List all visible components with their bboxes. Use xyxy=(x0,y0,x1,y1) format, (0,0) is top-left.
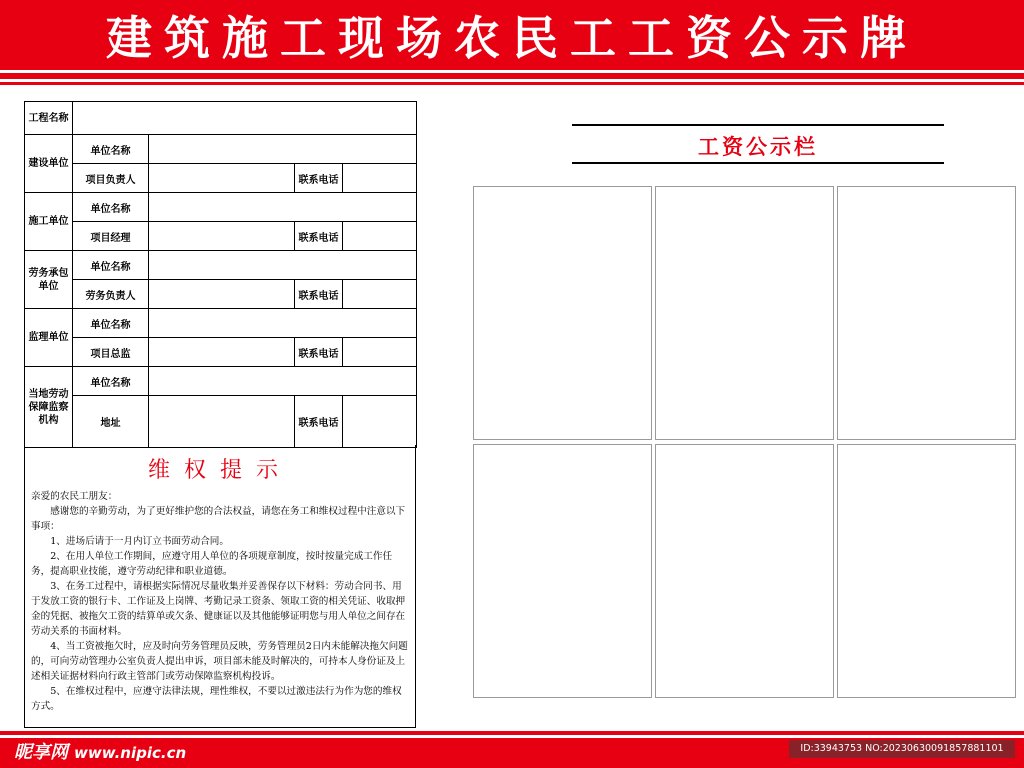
phone-label: 联系电话 xyxy=(295,280,343,309)
unit-name-value xyxy=(149,367,417,396)
phone-label: 联系电话 xyxy=(295,164,343,193)
site-logo xyxy=(14,738,186,768)
unit-name-label: 单位名称 xyxy=(73,367,149,396)
category-cell: 监理单位 xyxy=(25,309,73,367)
notice-item: 5、在维权过程中，应遵守法律法规，理性维权，不要以过激违法行为作为您的维权方式。 xyxy=(31,686,402,712)
wage-panel xyxy=(837,186,1016,440)
wage-title-rule-top xyxy=(572,124,944,126)
responsible-label: 项目负责人 xyxy=(73,164,149,193)
project-name-value xyxy=(73,102,417,135)
notice-title: 维权提示 xyxy=(147,458,292,483)
logo-url: www.nipic.cn xyxy=(74,744,187,762)
wage-board-title: 工资公示栏 xyxy=(698,135,818,159)
table-row xyxy=(25,367,417,396)
unit-name-label: 单位名称 xyxy=(73,135,149,164)
table-row xyxy=(25,193,417,222)
responsible-value xyxy=(149,338,295,367)
table-row xyxy=(25,280,417,309)
address-value xyxy=(149,396,295,448)
unit-name-label: 单位名称 xyxy=(73,309,149,338)
phone-value xyxy=(343,222,417,251)
wage-panel xyxy=(837,444,1016,698)
table-row xyxy=(25,135,417,164)
notice-item: 3、在务工过程中，请根据实际情况尽量收集并妥善保存以下材料：劳动合同书、用于发放工资的银行卡、工作证及上岗牌、考勤记录工资条、领取工资的相关凭证、收取押金的凭据、被拖欠工资的结算单或欠条、健康证以及其他能够证明您与用人单位之间存在劳动关系的书面材料。 xyxy=(31,581,406,637)
phone-label: 联系电话 xyxy=(295,338,343,367)
header-divider-thin xyxy=(0,82,1024,85)
wage-panel xyxy=(655,444,834,698)
responsible-label: 劳务负责人 xyxy=(73,280,149,309)
table-row xyxy=(25,102,417,135)
wage-panel xyxy=(473,444,652,698)
table-row xyxy=(25,396,417,448)
phone-value xyxy=(343,164,417,193)
phone-label: 联系电话 xyxy=(295,222,343,251)
logo-text: 昵享网 xyxy=(14,742,68,763)
unit-name-label: 单位名称 xyxy=(73,251,149,280)
table-row xyxy=(25,309,417,338)
unit-name-label: 单位名称 xyxy=(73,193,149,222)
notice-item: 1、进场后请于一月内订立书面劳动合同。 xyxy=(50,536,229,547)
responsible-value xyxy=(149,164,295,193)
table-row xyxy=(25,251,417,280)
header-banner xyxy=(0,0,1024,70)
unit-name-value xyxy=(149,193,417,222)
wage-panel xyxy=(655,186,834,440)
notice-body xyxy=(31,489,409,714)
project-name-label: 工程名称 xyxy=(25,102,73,135)
category-cell: 当地劳动保障监察机构 xyxy=(25,367,73,448)
rights-notice xyxy=(24,445,416,728)
table-row xyxy=(25,338,417,367)
category-cell: 劳务承包单位 xyxy=(25,251,73,309)
page-title: 建筑施工现场农民工工资公示牌 xyxy=(106,11,918,65)
notice-item: 4、当工资被拖欠时，应及时向劳务管理员反映，劳务管理员2日内未能解决拖欠问题的，可向劳动管理办公室负责人提出申诉，项目部未能及时解决的，可持本人身份证及上述相关证据材料向行政主管部门或劳动保障监察机构投诉。 xyxy=(31,641,408,682)
table-row xyxy=(25,164,417,193)
notice-intro: 感谢您的辛勤劳动，为了更好维护您的合法权益，请您在务工和维权过程中注意以下事项： xyxy=(31,506,406,532)
project-info-table xyxy=(24,101,417,448)
responsible-label: 项目经理 xyxy=(73,222,149,251)
responsible-value xyxy=(149,280,295,309)
notice-greeting: 亲爱的农民工朋友： xyxy=(31,491,118,502)
category-cell: 建设单位 xyxy=(25,135,73,193)
address-label: 地址 xyxy=(73,396,149,448)
table-row xyxy=(25,222,417,251)
wage-panel xyxy=(473,186,652,440)
unit-name-value xyxy=(149,135,417,164)
responsible-label: 项目总监 xyxy=(73,338,149,367)
image-id-watermark: ID:33943753 NO:20230630091857881101 xyxy=(789,740,1015,758)
phone-value xyxy=(343,396,417,448)
category-cell: 施工单位 xyxy=(25,193,73,251)
header-divider xyxy=(0,73,1024,79)
notice-item: 2、在用人单位工作期间，应遵守用人单位的各项规章制度，按时按量完成工作任务，提高职业技能，遵守劳动纪律和职业道德。 xyxy=(31,551,393,577)
phone-value xyxy=(343,280,417,309)
footer-divider xyxy=(0,731,1024,735)
unit-name-value xyxy=(149,309,417,338)
phone-value xyxy=(343,338,417,367)
phone-label: 联系电话 xyxy=(295,396,343,448)
wage-title-rule-bottom xyxy=(572,162,944,164)
unit-name-value xyxy=(149,251,417,280)
responsible-value xyxy=(149,222,295,251)
